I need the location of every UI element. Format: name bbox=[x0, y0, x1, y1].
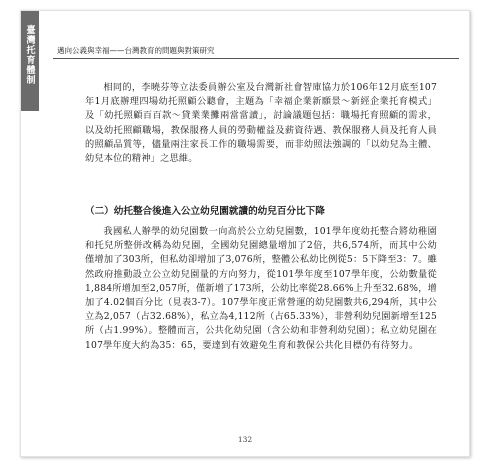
book-page bbox=[20, 10, 470, 457]
chapter-side-tab bbox=[21, 11, 39, 111]
page-number: 132 bbox=[237, 435, 253, 444]
paragraph-intro: 相同的，李曉芬等立法委員辦公室及台灣新社會智庫協力於106年12月底至107年1月底辦理四場幼托照顧公聽會，主題為「幸福企業新願景～新經企業托育模式」及「幼托照顧百百款～貸業業攤兩當當讀」，討論議題包括：職場托育照顧的需求，以及幼托照顧職場，教保服務人員的勞動權益及薪資待遇、教保服務人員及托育人員的照顧品質等，儘量兩注家長工作的職場需要，而非幼照法強調的「以幼兒為主體、幼兒本位的精神」之思維。 bbox=[85, 82, 437, 165]
paragraph-body: 我國私人辦學的幼兒園數一向高於公立幼兒園數，101學年度幼托整合將幼稚園和托兒所整併改稱為幼兒園，全國幼兒園總量增加了2倍，共6,574所，而其中公幼僅增加了303所，但私幼卻增加了3,076所，整體公私幼比例從5：5下降至3：7。雖然政府推動設立公立幼兒園量的方向努力，從101學年度至107學年度，公幼數量從1,884所增加至2,057所，僅新增了173所，公幼比率從28.66%上升至32.68%，增加了4.02個百分比（見表3-7）。107學年度正常營運的幼兒園數共6,294所，其中公立為2,057（占32.68%），私立為4,112所（占65.33%），非營利幼兒園新增至125所（占1.99%）。整體而言，公共化幼兒園（含公幼和非營利幼兒園）；私立幼兒園在107學年度大約為35：65，要達到有效避免生育和教保公共化目標仍有待努力。 bbox=[85, 226, 437, 351]
chapter-tab-label: 臺灣托育體制 bbox=[24, 25, 35, 85]
header-rule bbox=[53, 58, 459, 59]
section-heading: （二）幼托整合後進入公立幼兒園就讀的幼兒百分比下降 bbox=[85, 206, 325, 217]
running-head: 邁向公義與幸福——台灣教育的問題與對策研究 bbox=[57, 46, 215, 55]
